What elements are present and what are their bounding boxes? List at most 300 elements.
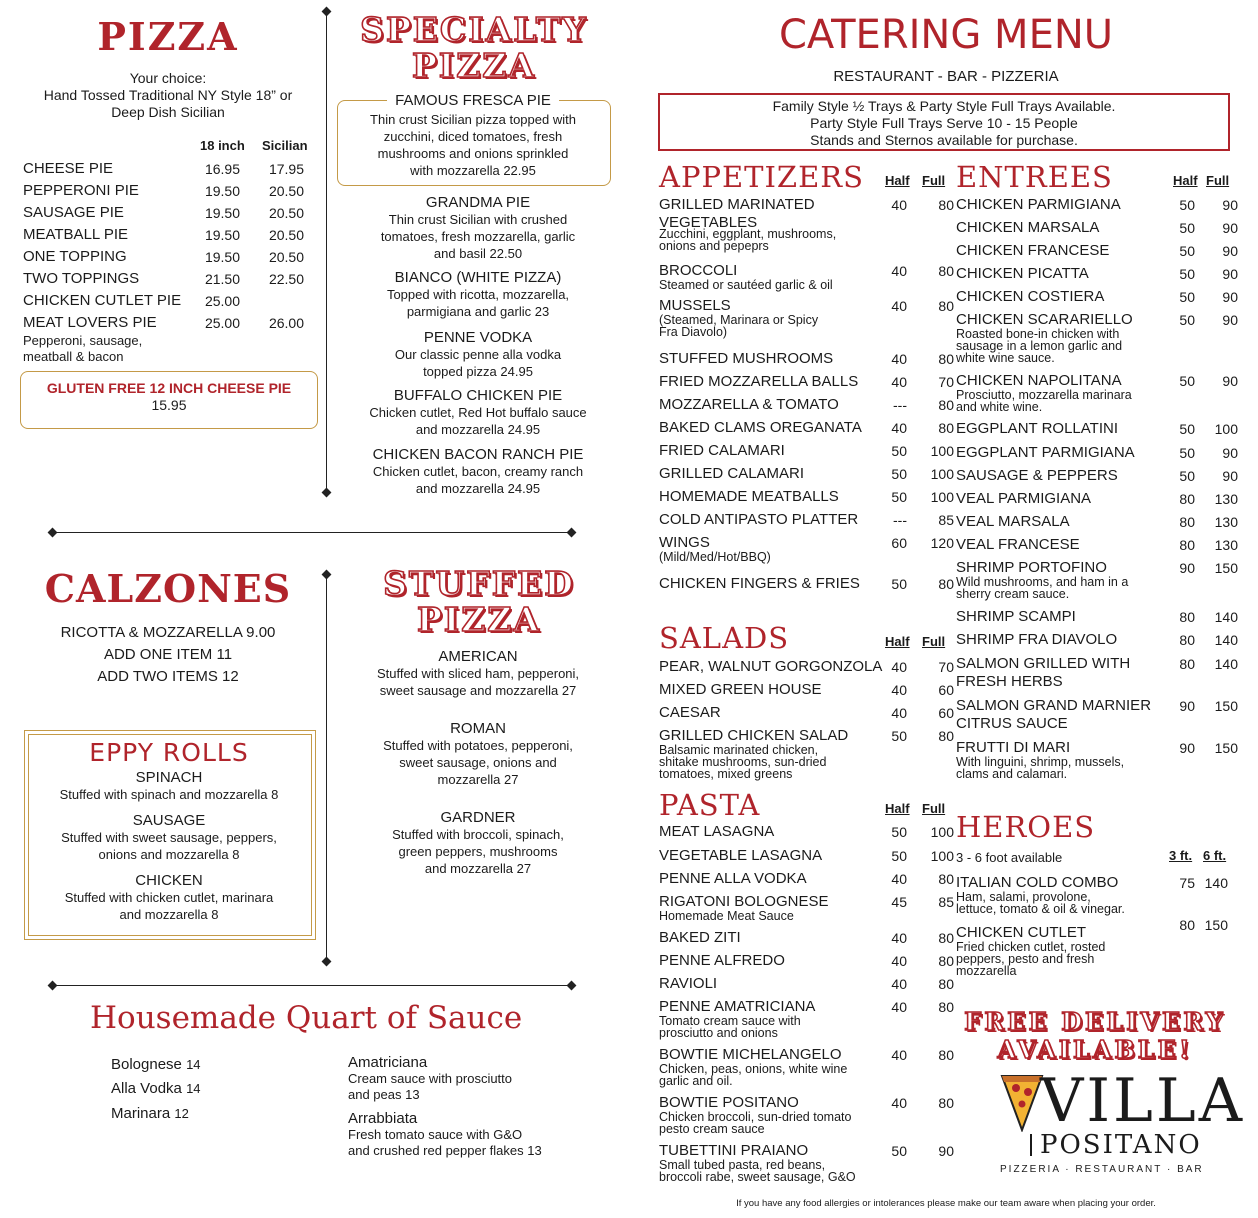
pasta-half-price: 50 [891,824,907,840]
pizza-price-sicilian: 26.00 [268,315,304,331]
pizza-intro [20,70,316,121]
entrees-item-desc: and white wine. [956,400,1043,414]
delivery-line: AVAILABLE! [997,1035,1193,1064]
entrees-full-price: 130 [1214,491,1238,507]
sauce-price: 14 [186,1081,201,1096]
entrees-item-name: FRESH HERBS [956,673,1063,690]
pasta-item-name: PENNE AMATRICIANA [659,998,816,1015]
appetizers-item-desc: Steamed or sautéed garlic & oil [659,278,833,292]
pasta-full-price: 100 [930,848,954,864]
pizza-price-18: 25.00 [204,315,240,331]
appetizers-item-desc: (Steamed, Marinara or Spicy [659,313,819,327]
specialty-item [337,194,619,262]
entrees-item-desc: Roasted bone-in chicken with [956,327,1120,341]
salads-full-price: 80 [938,728,954,744]
sauce-price: 12 [174,1106,189,1121]
entrees-full-price: 90 [1222,445,1238,461]
appetizers-full-price: 85 [938,512,954,528]
heroes-6ft-header: 6 ft. [1203,848,1227,863]
pizza-price-18: 19.50 [204,249,240,265]
stuffed-item-name: GARDNER [440,809,516,826]
logo-positano: POSITANO [1040,1130,1202,1160]
pasta-full-price: 80 [938,1095,954,1111]
divider-ornament [48,528,58,538]
hero-price-3ft: 75 [1179,875,1195,891]
appetizers-item-desc: (Mild/Med/Hot/BBQ) [659,550,771,564]
pizza-item-name: ONE TOPPING [23,248,127,265]
entrees-item-name: CHICKEN COSTIERA [956,288,1105,305]
entrees-item-name: EGGPLANT ROLLATINI [956,420,1118,437]
divider-ornament [322,957,332,967]
pasta-item-name: BOWTIE MICHELANGELO [659,1046,842,1063]
sauce-item [111,1080,201,1097]
eppy-item-name: SAUSAGE [132,812,206,829]
heroes-3ft-header: 3 ft. [1169,848,1193,863]
entrees-half-price: 90 [1179,560,1195,576]
pizza-col-18: 18 inch [200,138,245,153]
desc-line: and basil 22.50 [433,246,523,261]
specialty-item-name: GRANDMA PIE [425,194,531,211]
free-delivery-banner [950,1008,1240,1064]
specialty-item [337,329,619,380]
desc-line: Chicken cutlet, Red Hot buffalo sauce [369,405,587,420]
entrees-half-price: 50 [1179,220,1195,236]
pasta-item-name: MEAT LASAGNA [659,823,775,840]
specialty-item [337,387,619,438]
salads-item-desc: shitake mushrooms, sun-dried [659,755,827,769]
appetizers-half-price: 50 [891,489,907,505]
entrees-half-price: 80 [1179,537,1195,553]
salads-item-desc: Balsamic marinated chicken, [659,743,819,757]
entrees-half-price: 50 [1179,289,1195,305]
desc-line: meatball & bacon [23,349,124,364]
hero-price-6ft: 140 [1204,875,1228,891]
entrees-item-name: SHRIMP FRA DIAVOLO [956,631,1118,648]
hero-item-name: ITALIAN COLD COMBO [956,874,1119,891]
appetizers-half-price: 40 [891,351,907,367]
pasta-half-price: 40 [891,1095,907,1111]
hero-item-desc: mozzarella [956,964,1017,978]
pizza-price-18: 19.50 [204,205,240,221]
pizza-price-18: 21.50 [204,271,240,287]
appetizers-item-name: HOMEMADE MEATBALLS [659,488,839,505]
desc-line: topped pizza 24.95 [423,364,533,379]
entrees-full-price: 100 [1214,421,1238,437]
desc-line: Fresh tomato sauce with G&O [348,1127,523,1142]
pasta-item-name: VEGETABLE LASAGNA [659,847,823,864]
pizza-price-sicilian: 20.50 [268,205,304,221]
entrees-full-price: 90 [1222,312,1238,328]
hero-item-desc: Ham, salami, provolone, [956,890,1091,904]
pizza-intro-line: Deep Dish Sicilian [111,104,225,120]
appetizers-full-price: 80 [938,420,954,436]
pasta-item-name: TUBETTINI PRAIANO [659,1142,809,1159]
catering-title: CATERING MENU [778,12,1114,58]
stuffed-title [334,566,624,638]
appetizers-item-desc: onions and pepeprs [659,239,769,253]
pasta-item-desc: Chicken broccoli, sun-dried tomato [659,1110,852,1124]
entrees-full-price: 90 [1222,373,1238,389]
desc-line: tomatoes, fresh mozzarella, garlic [380,229,576,244]
sauce-item [348,1054,512,1103]
hero-item-name: CHICKEN CUTLET [956,924,1087,941]
salads-item-name: GRILLED CHICKEN SALAD [659,727,849,744]
appetizers-full-price: 100 [930,466,954,482]
desc-line: Stuffed with potatoes, pepperoni, [383,738,573,753]
appetizers-half-price: --- [893,397,907,413]
entrees-item-name: CHICKEN SCARARIELLO [956,311,1133,328]
appetizers-item-name: STUFFED MUSHROOMS [659,350,834,367]
appetizers-half-price: 50 [891,443,907,459]
pizza-price-sicilian: 20.50 [268,249,304,265]
eppy-rolls-title: EPPY ROLLS [89,738,249,767]
sauce-name: Alla Vodka [111,1080,182,1097]
pasta-item-name: BAKED ZITI [659,929,741,946]
pasta-half-price: 50 [891,1143,907,1159]
divider-ornament [567,981,577,991]
salads-half-price: 40 [891,705,907,721]
calzone-item: ADD ONE ITEM 11 [103,646,233,663]
pasta-item-desc: Tomato cream sauce with [659,1014,801,1028]
entrees-half-price: 80 [1179,632,1195,648]
entrees-half-price: 50 [1179,373,1195,389]
desc-line: Thin crust Sicilian pizza topped with [370,112,576,127]
desc-line: Our classic penne alla vodka [394,347,562,362]
divider-horizontal [52,532,572,533]
sauce-item [348,1110,542,1159]
desc-line: Topped with ricotta, mozzarella, [386,287,570,302]
notice-line: Family Style ½ Trays & Party Style Full Trays Available. [772,98,1116,114]
entrees-item-desc: With linguini, shrimp, mussels, [956,755,1125,769]
entrees-item-desc: white wine sauce. [956,351,1055,365]
stuffed-item [337,648,619,699]
appetizers-full-price: 100 [930,489,954,505]
fresca-name [337,92,609,109]
entrees-full-price: 140 [1214,609,1238,625]
entrees-half-header: Half [1173,173,1198,188]
salads-half-price: 40 [891,682,907,698]
pasta-full-header: Full [922,801,946,816]
appetizers-item-name: WINGS [659,534,710,551]
pasta-item-desc: Chicken, peas, onions, white wine [659,1062,848,1076]
entrees-half-price: 80 [1179,609,1195,625]
specialty-item-name: CHICKEN BACON RANCH PIE [372,446,584,463]
appetizers-full-price: 100 [930,443,954,459]
divider-ornament [567,528,577,538]
gluten-free-price: 15.95 [151,397,187,413]
entrees-item-desc: sherry cream sauce. [956,587,1070,601]
pasta-full-price: 80 [938,976,954,992]
desc-line: Stuffed with sweet sausage, peppers, [61,830,277,845]
desc-line: parmigiana and garlic 23 [406,304,550,319]
entrees-item-name: SHRIMP SCAMPI [956,608,1076,625]
pasta-item-name: PENNE ALFREDO [659,952,785,969]
stuffed-item [337,720,619,788]
specialty-item-name: PENNE VODKA [423,329,533,346]
pasta-title: PASTA [659,788,761,822]
appetizers-full-price: 80 [938,298,954,314]
entrees-half-price: 80 [1179,514,1195,530]
appetizers-item-name: GRILLED MARINATED [659,196,815,213]
pizza-col-sicilian: Sicilian [262,138,308,153]
entrees-full-price: 150 [1214,698,1238,714]
salads-item-desc: tomatoes, mixed greens [659,767,793,781]
pasta-item-desc: Small tubed pasta, red beans, [659,1158,826,1172]
specialty-item-name: BIANCO (WHITE PIZZA) [394,269,562,286]
entrees-item-name: CHICKEN FRANCESE [956,242,1110,259]
pasta-full-price: 80 [938,1047,954,1063]
entrees-item-name: SALMON GRILLED WITH [956,655,1131,672]
appetizers-half-price: 40 [891,197,907,213]
fresca-desc [337,111,609,179]
hero-price-6ft: 150 [1204,917,1228,933]
gluten-free-title: GLUTEN FREE 12 INCH CHEESE PIE [46,380,292,396]
pizza-item-name: TWO TOPPINGS [23,270,140,287]
specialty-item [337,446,619,497]
desc-line: and mozzarella 24.95 [415,422,541,437]
pizza-price-18: 25.00 [204,293,240,309]
eppy-item-name: CHICKEN [135,872,203,889]
appetizers-item-desc: Zucchini, eggplant, mushrooms, [659,227,837,241]
entrees-item-name: EGGPLANT PARMIGIANA [956,444,1135,461]
entrees-half-price: 50 [1179,243,1195,259]
fresca-name-text: FAMOUS FRESCA PIE [387,92,559,109]
sauce-item [111,1056,201,1073]
pizza-intro-line: Your choice: [129,70,207,86]
pasta-full-price: 90 [938,1143,954,1159]
desc-line: and mozzarella 8 [119,907,219,922]
entrees-item-name: CHICKEN PARMIGIANA [956,196,1121,213]
appetizers-item-name: CHICKEN FINGERS & FRIES [659,575,860,592]
appetizers-item-name: VEGETABLES [659,214,758,231]
eppy-item [24,872,314,923]
pizza-item-name: MEATBALL PIE [23,226,129,243]
divider-ornament [48,981,58,991]
entrees-item-name: FRUTTI DI MARI [956,739,1071,756]
pizza-price-18: 19.50 [204,227,240,243]
appetizers-half-price: 40 [891,263,907,279]
pasta-item-desc: prosciutto and onions [659,1026,778,1040]
sauce-name: Marinara [111,1105,171,1122]
pasta-half-price: 40 [891,999,907,1015]
desc-line: and mozzarella 24.95 [415,481,541,496]
specialty-title-line: PIZZA [411,46,537,85]
appetizers-item-name: COLD ANTIPASTO PLATTER [659,511,859,528]
appetizers-full-price: 80 [938,197,954,213]
entrees-full-price: 140 [1214,656,1238,672]
entrees-full-price: 130 [1214,514,1238,530]
entrees-item-name: SHRIMP PORTOFINO [956,559,1107,576]
entrees-full-price: 90 [1222,266,1238,282]
desc-line: and crushed red pepper flakes 13 [348,1143,542,1158]
entrees-full-price: 140 [1214,632,1238,648]
desc-line: Pepperoni, sausage, [23,333,143,348]
entrees-item-name: CHICKEN PICATTA [956,265,1089,282]
appetizers-half-price: 60 [891,535,907,551]
meat-lovers-desc [23,333,142,365]
catering-notice-box [658,93,1230,151]
desc-line: Stuffed with broccoli, spinach, [392,827,564,842]
pasta-item-desc: pesto cream sauce [659,1122,765,1136]
divider-vertical [326,10,327,496]
entrees-half-price: 50 [1179,197,1195,213]
sauce-name: Amatriciana [348,1054,428,1071]
desc-line: and peas 13 [348,1087,420,1102]
sauce-name: Bolognese [111,1056,182,1073]
hero-item-desc: lettuce, tomato & oil & vinegar. [956,902,1125,916]
entrees-full-price: 90 [1222,220,1238,236]
specialty-title [334,12,614,84]
desc-line: Stuffed with spinach and mozzarella 8 [59,787,279,802]
divider-ornament [322,570,332,580]
pasta-item-name: RAVIOLI [659,975,718,992]
hero-item-desc: peppers, pesto and fresh [956,952,1095,966]
specialty-title-line: SPECIALTY [360,10,588,49]
desc-line: with mozzarella 22.95 [410,163,536,178]
heroes-note: 3 - 6 foot available [956,850,1063,865]
specialty-item [337,269,619,320]
appetizers-full-price: 70 [938,374,954,390]
appetizers-item-name: FRIED MOZZARELLA BALLS [659,373,859,390]
pasta-full-price: 85 [938,894,954,910]
gluten-free-box [20,371,318,429]
entrees-item-name: CITRUS SAUCE [956,715,1068,732]
eppy-item-name: SPINACH [135,769,203,786]
appetizers-half-price: 50 [891,466,907,482]
pasta-full-price: 80 [938,930,954,946]
entrees-item-desc: Wild mushrooms, and ham in a [956,575,1129,589]
appetizers-full-header: Full [922,173,946,188]
logo-bar [1030,1134,1032,1156]
appetizers-half-header: Half [885,173,910,188]
hero-price-3ft: 80 [1179,917,1195,933]
appetizers-item-desc: Fra Diavolo) [659,325,728,339]
calzones-list [0,622,336,688]
desc-line: zucchini, diced tomatoes, fresh [383,129,563,144]
pizza-intro-line: Hand Tossed Traditional NY Style 18” or [43,87,293,103]
pizza-item-name: SAUSAGE PIE [23,204,124,221]
entrees-half-price: 50 [1179,266,1195,282]
entrees-half-price: 90 [1179,740,1195,756]
salads-half-header: Half [885,634,910,649]
hero-item-desc: Fried chicken cutlet, rosted [956,940,1106,954]
sauce-price: 14 [186,1057,201,1072]
stuffed-item [337,809,619,877]
heroes-title: HEROES [956,810,1096,844]
entrees-item-desc: sausage in a lemon garlic and [956,339,1123,353]
appetizers-half-price: --- [893,512,907,528]
pasta-item-name: PENNE ALLA VODKA [659,870,807,887]
pizza-item-name: MEAT LOVERS PIE [23,314,157,331]
pizza-item-name: CHEESE PIE [23,160,114,177]
catering-subtitle: RESTAURANT - BAR - PIZZERIA [833,68,1059,85]
delivery-line: FREE DELIVERY [964,1007,1226,1036]
entrees-half-price: 50 [1179,312,1195,328]
entrees-item-name: CHICKEN NAPOLITANA [956,372,1122,389]
stuffed-item-name: AMERICAN [438,648,518,665]
entrees-item-desc: clams and calamari. [956,767,1068,781]
desc-line: mushrooms and onions sprinkled [377,146,569,161]
notice-line: Party Style Full Trays Serve 10 - 15 People [810,115,1078,131]
appetizers-item-name: BAKED CLAMS OREGANATA [659,419,862,436]
pasta-item-desc: garlic and oil. [659,1074,733,1088]
entrees-full-price: 90 [1222,289,1238,305]
entrees-full-price: 90 [1222,197,1238,213]
desc-line: green peppers, mushrooms [398,844,558,859]
salads-item-name: MIXED GREEN HOUSE [659,681,822,698]
desc-line: sweet sausage and mozzarella 27 [379,683,577,698]
stuffed-title-line: STUFFED [383,564,575,603]
entrees-half-price: 50 [1179,421,1195,437]
calzone-item: RICOTTA & MOZZARELLA 9.00 [60,624,276,641]
entrees-item-name: SALMON GRAND MARNIER [956,697,1152,714]
pizza-slice-icon [1000,1072,1044,1132]
entrees-half-price: 80 [1179,491,1195,507]
pizza-title: PIZZA [97,14,239,59]
entrees-full-price: 90 [1222,243,1238,259]
entrees-item-name: VEAL PARMIGIANA [956,490,1092,507]
entrees-title: ENTREES [956,160,1113,194]
pasta-item-name: BOWTIE POSITANO [659,1094,799,1111]
appetizers-half-price: 40 [891,374,907,390]
appetizers-item-name: BROCCOLI [659,262,738,279]
appetizers-item-name: MUSSELS [659,297,731,314]
appetizers-title: APPETIZERS [659,160,864,194]
divider-ornament [322,488,332,498]
pizza-price-18: 19.50 [204,183,240,199]
entrees-full-header: Full [1206,173,1230,188]
appetizers-full-price: 120 [930,535,954,551]
pasta-item-desc: broccoli rabe, sweet sausage, G&O [659,1170,856,1184]
entrees-item-desc: Prosciutto, mozzarella marinara [956,388,1132,402]
pasta-half-price: 40 [891,930,907,946]
appetizers-half-price: 40 [891,420,907,436]
entrees-half-price: 50 [1179,445,1195,461]
entrees-item-name: VEAL MARSALA [956,513,1070,530]
pizza-price-sicilian: 22.50 [268,271,304,287]
eppy-item [24,812,314,863]
desc-line: Stuffed with chicken cutlet, marinara [64,890,274,905]
entrees-full-price: 150 [1214,740,1238,756]
desc-line: Chicken cutlet, bacon, creamy ranch [372,464,584,479]
entrees-half-price: 90 [1179,698,1195,714]
salads-full-header: Full [922,634,946,649]
pasta-half-price: 40 [891,871,907,887]
divider-horizontal [52,985,572,986]
pasta-half-price: 45 [891,894,907,910]
appetizers-half-price: 40 [891,298,907,314]
salads-item-name: PEAR, WALNUT GORGONZOLA [659,658,883,675]
salads-full-price: 60 [938,705,954,721]
entrees-full-price: 90 [1222,468,1238,484]
sauce-item [111,1105,189,1122]
notice-line: Stands and Sternos available for purchase. [810,132,1078,148]
pizza-item-name: PEPPERONI PIE [23,182,139,199]
divider-ornament [322,7,332,17]
desc-line: Stuffed with sliced ham, pepperoni, [376,666,580,681]
desc-line: onions and mozzarella 8 [98,847,240,862]
appetizers-full-price: 80 [938,576,954,592]
calzone-item: ADD TWO ITEMS 12 [97,668,239,685]
salads-half-price: 40 [891,659,907,675]
stuffed-title-line: PIZZA [416,600,542,639]
pasta-item-desc: Homemade Meat Sauce [659,909,794,923]
pasta-full-price: 100 [930,824,954,840]
appetizers-full-price: 80 [938,263,954,279]
calzones-title: CALZONES [44,566,292,611]
sauce-name: Arrabbiata [348,1110,418,1127]
pasta-item-name: RIGATONI BOLOGNESE [659,893,829,910]
